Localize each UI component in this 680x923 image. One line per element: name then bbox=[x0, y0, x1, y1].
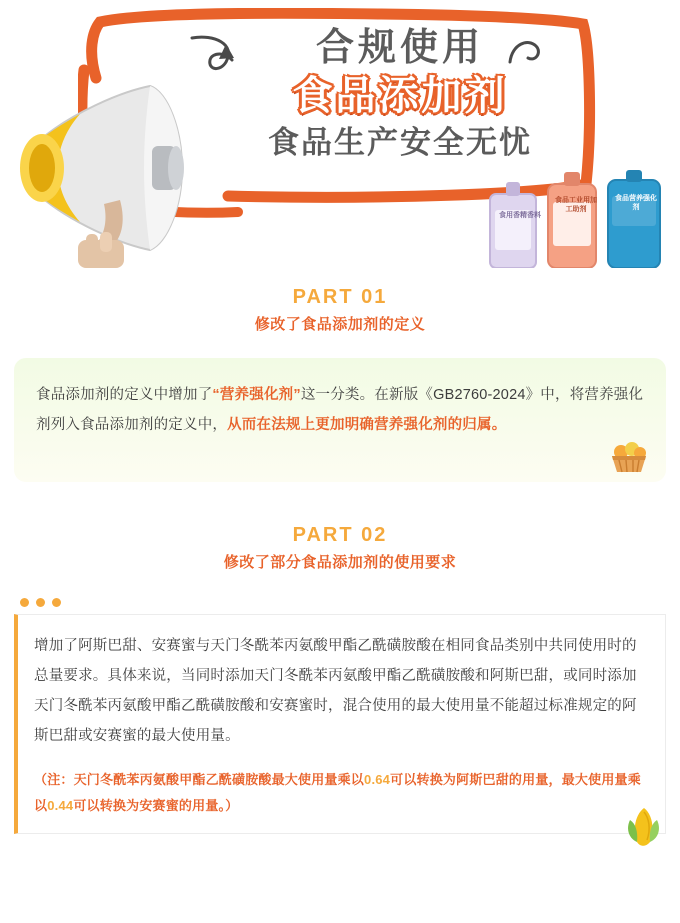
part1-highlight-term: “营养强化剂” bbox=[212, 387, 301, 403]
part2-note-c: 可以转换为安赛蜜的用量。） bbox=[73, 798, 239, 813]
part2-card bbox=[14, 614, 666, 834]
part2-note-factor-aspartame: 0.64 bbox=[364, 772, 391, 787]
part1-subtitle: 修改了食品添加剂的定义 bbox=[254, 316, 426, 333]
part2-note-b: 可以转换为阿斯巴甜的用量，最大使用量乘以 bbox=[34, 772, 641, 813]
part2-note-a: （注：天门冬酰苯丙氨酸甲酯乙酰磺胺酸最大使用量乘以 bbox=[34, 772, 365, 787]
part2-body: 增加了阿斯巴甜、安赛蜜与天门冬酰苯丙氨酸甲酯乙酰磺胺酸在相同食品类别中共同使用时的总量要求。具体来说，当同时添加天门冬酰苯丙氨酸甲酯乙酰磺胺酸和阿斯巴甜，或同时添加天门冬酰苯丙氨酸甲酯乙酰磺胺酸和安赛蜜时，混合使用的最大使用量不能超过标准规定的阿斯巴甜或安赛蜜的最大使用量。 bbox=[34, 638, 637, 744]
dot-icon bbox=[36, 598, 45, 607]
corn-icon bbox=[624, 804, 664, 848]
hero-title-line3: 食品生产安全无忧 bbox=[268, 125, 532, 160]
part1-highlight-conclusion: 从而在法规上更加明确营养强化剂的归属。 bbox=[227, 417, 507, 433]
hero-title-line2: 食品添加剂 bbox=[292, 74, 508, 118]
dot-icon bbox=[52, 598, 61, 607]
part1-body-c: 这一分类。在新版《GB2760-2024》中，将营养强化剂列入食品添加剂的定义中， bbox=[36, 387, 644, 433]
part2-card-wrapper bbox=[14, 598, 666, 834]
bottle-label-processing-aids: 食品工业用加工助剂 bbox=[555, 197, 597, 213]
part2-note bbox=[34, 767, 649, 819]
part1-body-a: 食品添加剂的定义中增加了 bbox=[36, 387, 213, 403]
hero-title-block bbox=[190, 26, 610, 163]
hero-title-line1: 合规使用 bbox=[315, 27, 484, 69]
dot-icon bbox=[20, 598, 29, 607]
fruit-basket-icon bbox=[608, 440, 650, 474]
part2-note-factor-acesulfame: 0.44 bbox=[47, 798, 74, 813]
part2-subtitle: 修改了部分食品添加剂的使用要求 bbox=[223, 554, 457, 571]
part1-card bbox=[14, 358, 666, 482]
decorative-dots bbox=[14, 598, 666, 607]
bottle-label-nutrient-fortifier: 食品营养强化剂 bbox=[615, 195, 657, 211]
hero-banner bbox=[0, 0, 680, 268]
part1-body bbox=[36, 380, 644, 440]
megaphone-icon bbox=[0, 72, 215, 268]
part1-header bbox=[0, 286, 680, 334]
part2-header bbox=[0, 524, 680, 572]
part1-tag: PART 01 bbox=[292, 286, 388, 308]
part2-tag: PART 02 bbox=[292, 524, 388, 546]
bottle-label-flavors: 食用香精香料 bbox=[499, 212, 541, 219]
